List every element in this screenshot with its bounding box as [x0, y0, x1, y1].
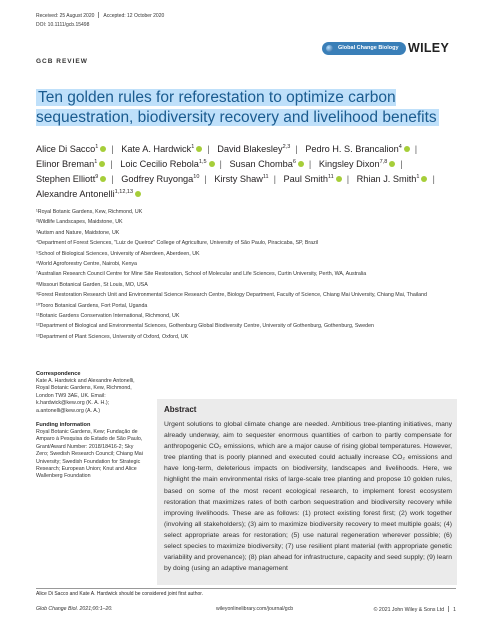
- author-name: Alice Di Sacco: [36, 144, 96, 154]
- author-separator: |: [207, 144, 210, 154]
- copyright: © 2021 John Wiley & Sons Ltd: [373, 607, 445, 613]
- affiliation: ²Wildlife Landscapes, Maidstone, UK: [36, 219, 123, 226]
- author-separator: |: [346, 174, 350, 184]
- abstract-heading: Abstract: [164, 405, 197, 414]
- author-name: Rhian J. Smith: [356, 174, 417, 184]
- affiliation: ⁷Australian Research Council Centre for Mine Site Restoration, School of Molecular and Life Sciences, Curtin University, Perth, WA, Australia: [36, 271, 367, 278]
- divider: [448, 606, 449, 612]
- author-separator: |: [219, 159, 222, 169]
- author-name: Alexandre Antonelli: [36, 189, 115, 199]
- citation: Glob Change Biol. 2021;00:1–20.: [36, 606, 113, 612]
- orcid-icon[interactable]: [99, 161, 105, 167]
- affiliation-marker: 1,12,13: [114, 188, 134, 195]
- author[interactable]: [120, 159, 214, 169]
- orcid-icon[interactable]: [421, 176, 427, 182]
- correspondence-heading: Correspondence: [36, 371, 81, 377]
- author[interactable]: [357, 174, 428, 184]
- affiliation-marker: 7,8: [379, 158, 388, 165]
- orcid-icon[interactable]: [389, 161, 395, 167]
- affiliation-marker: 1: [416, 173, 420, 180]
- author-separator: |: [432, 174, 435, 184]
- author-name: Pedro H. S. Brancalion: [305, 144, 399, 154]
- affiliation-marker: 1,5: [198, 158, 207, 165]
- article-title-text: Ten golden rules for reforestation to optimize carbon sequestration, biodiversity recovery and livelihood benefits: [36, 89, 437, 126]
- author-name: Loic Cecilio Rebola: [120, 159, 199, 169]
- article-title: [36, 88, 456, 128]
- author[interactable]: [36, 144, 106, 154]
- author-name: David Blakesley: [217, 144, 283, 154]
- affiliation-marker: 4: [398, 143, 402, 150]
- affiliation: ⁵School of Biological Sciences, University of Aberdeen, Aberdeen, UK: [36, 250, 200, 257]
- author-name: Susan Chomba: [229, 159, 293, 169]
- author-separator: |: [110, 159, 113, 169]
- affiliation: ⁴Department of Forest Sciences, "Luiz de Queiroz" College of Agriculture, University of São Paulo, Piracicaba, SP, Brazil: [36, 240, 319, 247]
- orcid-icon[interactable]: [100, 176, 106, 182]
- affiliation-list: [36, 207, 456, 342]
- author[interactable]: [217, 144, 290, 154]
- author-name: Kirsty Shaw: [214, 174, 263, 184]
- sidebar-info: [36, 370, 146, 481]
- author-list: [36, 142, 456, 202]
- journal-name: Global Change Biology: [338, 45, 399, 51]
- affiliation-marker: 9: [95, 173, 99, 180]
- received-date: Received: 25 August 2020: [36, 13, 95, 19]
- affiliation-marker: 10: [193, 173, 200, 180]
- orcid-icon[interactable]: [336, 176, 342, 182]
- author[interactable]: [121, 144, 202, 154]
- orcid-icon[interactable]: [196, 146, 202, 152]
- orcid-icon[interactable]: [100, 146, 106, 152]
- author-separator: |: [204, 174, 207, 184]
- author[interactable]: [214, 174, 268, 184]
- accepted-date: Accepted: 12 October 2020: [103, 13, 165, 19]
- author[interactable]: [319, 159, 395, 169]
- affiliation: ¹⁰Tooro Botanical Gardens, Fort Portal, Uganda: [36, 302, 148, 309]
- affiliation: ⁸Missouri Botanical Garden, St Louis, MO, USA: [36, 281, 148, 288]
- author-name: Stephen Elliott: [36, 174, 96, 184]
- affiliation: ¹²Department of Biological and Environmental Sciences, Gothenburg Global Biodiversity Centre, University of Gothenburg, Gothenburg, Sweden: [36, 323, 375, 330]
- affiliation: ³Autism and Nature, Maidstone, UK: [36, 229, 120, 236]
- author[interactable]: [230, 159, 304, 169]
- journal-url[interactable]: wileyonlinelibrary.com/journal/gcb: [216, 606, 294, 612]
- author-separator: |: [295, 144, 298, 154]
- affiliation: ¹¹Botanic Gardens Conservation International, Richmond, UK: [36, 313, 180, 320]
- affiliation: ¹Royal Botanic Gardens, Kew, Richmond, UK: [36, 209, 143, 215]
- affiliation: ¹³Department of Plant Sciences, University of Oxford, Oxford, UK: [36, 333, 189, 340]
- author-name: Paul Smith: [283, 174, 328, 184]
- affiliation-marker: 1: [191, 143, 195, 150]
- author-separator: |: [400, 159, 403, 169]
- author-name: Godfrey Ruyonga: [121, 174, 194, 184]
- publisher-logo[interactable]: WILEY: [408, 41, 450, 55]
- author-separator: |: [414, 144, 418, 154]
- author-name: Kate A. Hardwick: [121, 144, 192, 154]
- affiliation-marker: 1: [94, 158, 98, 165]
- author[interactable]: [121, 174, 199, 184]
- page-number: 1: [453, 607, 456, 613]
- funding-text: Royal Botanic Gardens, Kew; Fundação de Amparo à Pesquisa do Estado de São Paulo, Grant/Award Number: 2018/18416-2; Sky Zero; Swedish Research Council; Chiang Mai University; Swedish Foundation for Strategic Research; European Union; Knut and Alice Wallenberg Foundation: [36, 429, 143, 480]
- affiliation-marker: 11: [327, 173, 334, 180]
- divider: [98, 12, 99, 18]
- footnote-divider: [36, 588, 456, 589]
- globe-icon: [326, 45, 333, 52]
- author[interactable]: [36, 174, 106, 184]
- author-name: Elinor Breman: [36, 159, 95, 169]
- correspondence-text: Kate A. Hardwick and Alexandre Antonelli, Royal Botanic Gardens, Kew, Richmond, London TW9 3AE, UK. Email: k.hardwick@kew.org (K. A. H.); a.antonelli@kew.org (A. A.): [36, 378, 135, 414]
- affiliation-marker: 2,3: [282, 143, 291, 150]
- journal-badge[interactable]: [322, 42, 406, 55]
- author-name: Kingsley Dixon: [318, 159, 380, 169]
- author[interactable]: [36, 189, 141, 199]
- copyright-page: [374, 606, 456, 613]
- doi[interactable]: DOI: 10.1111/gcb.15498: [36, 22, 90, 28]
- abstract-text: Urgent solutions to global climate change are needed. Ambitious tree-planting initiatives, many already underway, aim to sequester enormous quantities of carbon to partly compensate for anthropogenic CO₂ emissions, which are a major cause of rising global temperatures. However, tree planting that is poorly planned and executed could actually increase CO₂ emissions and have long-term, deleterious impacts on biodiversity, landscapes and livelihoods. Here, we highlight the main environmental risks of large-scale tree planting and propose 10 golden rules, based on some of the most recent ecological research, to implement forest ecosystem restoration that maximizes rates of both carbon sequestration and biodiversity recovery while improving livelihoods. These are as follows: (1) protect existing forest first; (2) work together (involving all stakeholders); (3) aim to maximize biodiversity recovery to meet multiple goals; (4) select appropriate areas for restoration; (5) use natural regeneration wherever possible; (6) select species to maximize biodiversity; (7) use resilient plant material (with appropriate genetic variability and provenance); (8) plan ahead for infrastructure, capacity and seed supply; (9) learn by doing (using an adaptive management: [164, 421, 452, 573]
- affiliation-marker: 1: [95, 143, 99, 150]
- funding-heading: Funding information: [36, 422, 91, 429]
- author-separator: |: [111, 174, 114, 184]
- orcid-icon[interactable]: [404, 146, 410, 152]
- orcid-icon[interactable]: [209, 161, 215, 167]
- author-separator: |: [308, 159, 312, 169]
- affiliation-marker: 11: [262, 173, 269, 180]
- orcid-icon[interactable]: [135, 191, 141, 197]
- author[interactable]: [284, 174, 342, 184]
- section-label: GCB REVIEW: [36, 58, 88, 65]
- received-accepted-line: [36, 12, 164, 20]
- affiliation: ⁹Forest Restoration Research Unit and Environmental Science Research Centre, Biology Department, Faculty of Science, Chiang Mai University, Chiang Mai, Thailand: [36, 292, 427, 299]
- author[interactable]: [36, 159, 105, 169]
- orcid-icon[interactable]: [298, 161, 304, 167]
- author[interactable]: [305, 144, 410, 154]
- affiliation-marker: 6: [292, 158, 296, 165]
- author-separator: |: [111, 144, 114, 154]
- author-separator: |: [273, 174, 276, 184]
- footnote: Alice Di Sacco and Kate A. Hardwick should be considered joint first author.: [36, 591, 204, 597]
- affiliation: ⁶World Agroforestry Centre, Nairobi, Kenya: [36, 261, 138, 268]
